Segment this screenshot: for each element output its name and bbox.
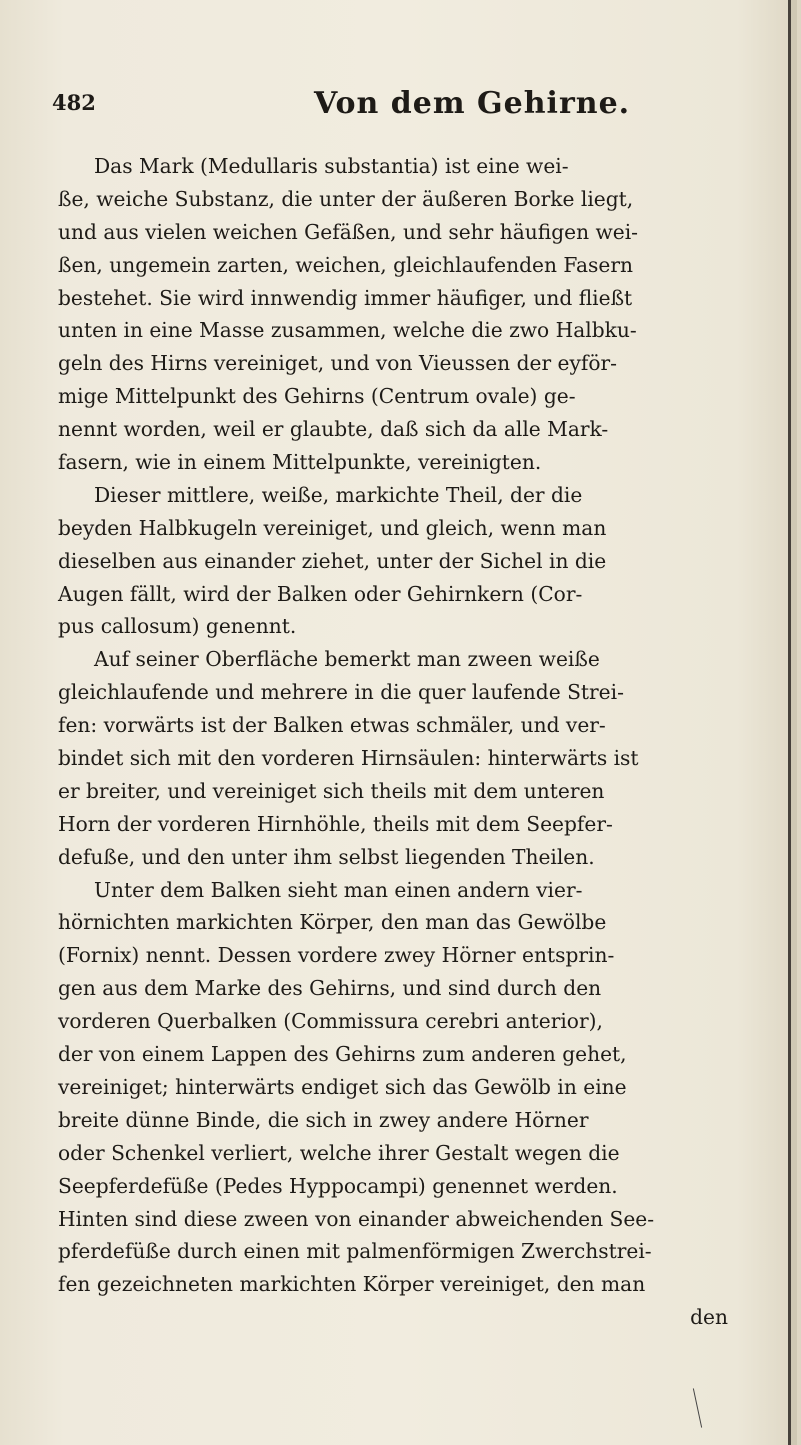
text-line: Horn der vorderen Hirnhöhle, theils mit dem Seepfer- xyxy=(58,811,613,836)
text-line: bestehet. Sie wird innwendig immer häufiger, und fließt xyxy=(58,285,633,310)
text-line: beyden Halbkugeln vereiniget, und gleich, wenn man xyxy=(58,515,607,540)
text-line: Seepferdefüße (Pedes Hyppocampi) genennet werden. xyxy=(58,1173,618,1198)
text-line: ße, weiche Substanz, die unter der äußeren Borke liegt, xyxy=(58,186,634,211)
text-line: mige Mittelpunkt des Gehirns (Centrum ovale) ge- xyxy=(58,384,576,409)
body-text xyxy=(58,150,758,1334)
text-line: fasern, wie in einem Mittelpunkte, vereinigten. xyxy=(58,450,542,475)
text-line: hörnichten markichten Körper, den man das Gewölbe xyxy=(58,910,607,935)
text-line: Hinten sind diese zween von einander abweichenden See- xyxy=(58,1206,655,1231)
text-line: unten in eine Masse zusammen, welche die zwo Halbku- xyxy=(58,318,637,343)
running-head: Von dem Gehirne. xyxy=(314,86,631,121)
text-line: bindet sich mit den vorderen Hirnsäulen: hinterwärts ist xyxy=(58,746,639,771)
text-line: (Fornix) nennt. Dessen vordere zwey Hörner entsprin- xyxy=(58,943,615,968)
text-line: fen: vorwärts ist der Balken etwas schmäler, und ver- xyxy=(58,713,606,738)
page-edge-line xyxy=(788,0,791,1445)
text-line: breite dünne Binde, die sich in zwey andere Hörner xyxy=(58,1107,589,1132)
text-line: ßen, ungemein zarten, weichen, gleichlaufenden Fasern xyxy=(58,252,634,277)
text-line: der von einem Lappen des Gehirns zum anderen gehet, xyxy=(58,1042,627,1067)
page-header xyxy=(52,86,752,130)
text-line: gen aus dem Marke des Gehirns, und sind durch den xyxy=(58,976,602,1001)
text-line: geln des Hirns vereiniget, und von Vieussen der eyför- xyxy=(58,351,617,376)
text-line: Unter dem Balken sieht man einen andern vier- xyxy=(94,877,583,902)
text-line: Auf seiner Oberfläche bemerkt man zween weiße xyxy=(94,647,600,672)
text-line: dieselben aus einander ziehet, unter der Sichel in die xyxy=(58,548,607,573)
text-line: und aus vielen weichen Gefäßen, und sehr häufigen wei- xyxy=(58,219,639,244)
text-line: gleichlaufende und mehrere in die quer laufende Strei- xyxy=(58,680,624,705)
text-line: vereiniget; hinterwärts endiget sich das Gewölb in eine xyxy=(58,1074,627,1099)
text-line: Augen fällt, wird der Balken oder Gehirnkern (Cor- xyxy=(58,581,583,606)
text-line: nennt worden, weil er glaubte, daß sich da alle Mark- xyxy=(58,417,609,442)
catchword: den xyxy=(690,1305,728,1330)
text-line: vorderen Querbalken (Commissura cerebri anterior), xyxy=(58,1009,603,1034)
text-line: Das Mark (Medullaris substantia) ist eine wei- xyxy=(94,154,569,178)
text-line: Dieser mittlere, weiße, markichte Theil, der die xyxy=(94,482,583,507)
text-line: oder Schenkel verliert, welche ihrer Gestalt wegen die xyxy=(58,1140,620,1165)
pen-mark xyxy=(693,1388,702,1427)
text-line: pferdefüße durch einen mit palmenförmigen Zwerchstrei- xyxy=(58,1239,652,1264)
text-line: er breiter, und vereiniget sich theils mit dem unteren xyxy=(58,778,605,803)
text-line: defuße, und den unter ihm selbst liegenden Theilen. xyxy=(58,844,595,869)
text-line: pus callosum) genennt. xyxy=(58,614,297,639)
page-edge-shadow xyxy=(791,0,797,1445)
text-line: fen gezeichneten markichten Körper vereiniget, den man xyxy=(58,1272,646,1297)
page-number: 482 xyxy=(52,90,96,115)
